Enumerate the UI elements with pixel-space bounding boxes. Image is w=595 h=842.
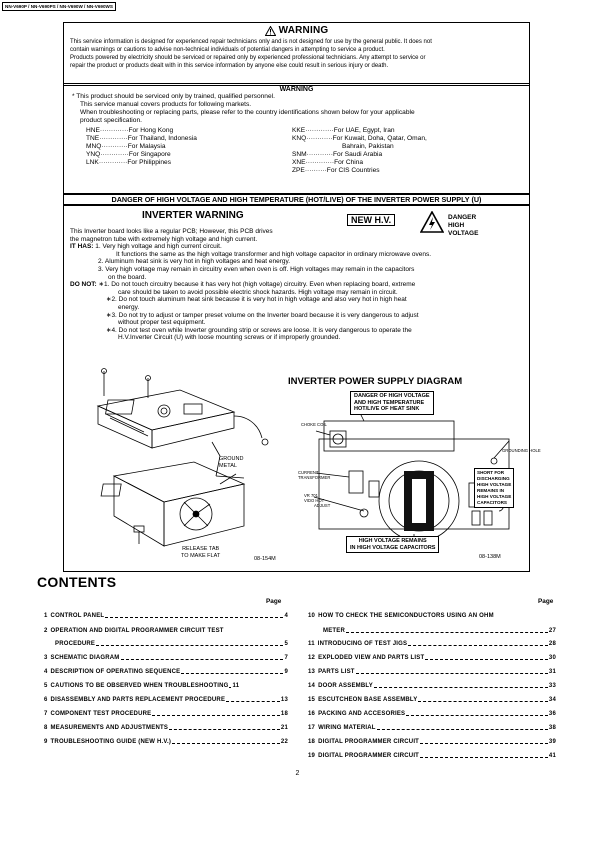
toc-item[interactable]: 9 TROUBLESHOOTING GUIDE (NEW H.V.) 22 [44, 738, 288, 745]
region-item: XNE·············For China [292, 159, 364, 166]
toc-item[interactable]: METER 27 [323, 627, 556, 634]
region-list [72, 127, 521, 189]
diagram-title: INVERTER POWER SUPPLY DIAGRAM [288, 376, 463, 387]
do-not-line: ∗3. Do not try to adjust or tamper preset volume on the Inverter board because it is very dangerous to adjust [106, 311, 419, 319]
toc-item[interactable]: 14 DOOR ASSEMBLY 33 [308, 682, 556, 689]
it-has-line: on the board. [108, 273, 147, 281]
toc-item[interactable]: 5 CAUTIONS TO BE OBSERVED WHEN TROUBLESHOOTING 11 [44, 682, 240, 689]
toc-item[interactable]: 10 HOW TO CHECK THE SEMICONDUCTORS USING AN OHM [308, 612, 494, 619]
toc-item[interactable]: 8 MEASUREMENTS AND ADJUSTMENTS 21 [44, 724, 288, 731]
warning-title: WARNING [278, 25, 329, 36]
warning-line: This service information is designed for experienced repair technicians only and is not designed for use by the general public. It does not [70, 39, 432, 45]
toc-item[interactable]: 2 OPERATION AND DIGITAL PROGRAMMER CIRCUIT TEST [44, 627, 224, 634]
warning-line: contain warnings or cautions to advise non-technical individuals of potential dangers in attempting to service a product. [70, 47, 385, 53]
toc-item[interactable]: 13 PARTS LIST 31 [308, 668, 556, 675]
market-warning-box [63, 83, 530, 195]
page-column-header: Page [266, 598, 282, 605]
do-not-line: energy. [118, 303, 140, 311]
it-has-line: 3. Very high voltage may remain in circuitry even when oven is off. High voltages may remain in the capacitors [98, 265, 415, 273]
toc-item[interactable]: 7 COMPONENT TEST PROCEDURE 18 [44, 710, 288, 717]
toc-item[interactable]: 3 SCHEMATIC DIAGRAM 7 [44, 654, 288, 661]
warning-line: product specification. [80, 117, 142, 124]
ground-metal-label: GROUND METAL [219, 456, 244, 469]
region-item: LNK·············For Philippines [86, 159, 171, 166]
inverter-assembly-figure [84, 366, 284, 566]
it-has-label: IT HAS: [70, 243, 94, 251]
model-tag: NN-V690P / NN-V690PS / NN-V690W / NN-V690WS [2, 2, 116, 11]
service-warning-box [63, 22, 530, 86]
figure-number: 08-138M [479, 554, 501, 560]
vr-adjust-label: VR 701 VIDO HOT ADJUST [304, 493, 331, 508]
new-hv-badge: NEW H.V. [347, 214, 395, 226]
do-not-line: DO NOT: ∗1. Do not touch circuitry because it has very hot (high voltage) circuitry. Even when replacing board, extreme [70, 281, 416, 289]
warning-heading [70, 25, 523, 36]
warning-line: This service manual covers products for following markets. [80, 101, 252, 108]
figure-number: 08-154M [254, 556, 276, 562]
do-not-line: ∗2. Do not touch aluminum heat sink because it is very hot in high voltage and also very hot in high heat [106, 296, 407, 304]
do-not-label: DO NOT: [70, 281, 97, 289]
region-item: TNE·············For Thailand, Indonesia [86, 135, 197, 142]
region-item: MNQ············For Malaysia [86, 143, 166, 150]
region-item: Bahrain, Pakistan [342, 143, 394, 150]
toc-item[interactable]: PROCEDURE 5 [55, 640, 288, 647]
toc-item[interactable]: 17 WIRING MATERIAL 38 [308, 724, 556, 731]
release-tab-label: RELEASE TAB TO MAKE FLAT [181, 546, 221, 559]
grounding-hole-label: GROUNDING HOLE [502, 448, 541, 453]
warning-line: Products powered by electricity should be serviced or repaired only by experienced professional technicians. Any attempt to service or [70, 55, 426, 61]
do-not-line: without proper test equipment. [118, 319, 206, 327]
current-transformer-label: CURRENT TRANSFORMER [298, 470, 331, 480]
do-not-line: care should be taken to avoid possible electric shock hazards. High voltage may remain in circuit. [118, 288, 398, 296]
intro-line: the magnetron tube with extremely high voltage and high current. [70, 235, 258, 243]
region-item: SNM············For Saudi Arabia [292, 151, 383, 158]
warning-line: * This product should be serviced only by trained, qualified personnel. [72, 93, 275, 100]
it-has-line: It functions the same as the high voltage transformer and high voltage capacitor in ordinary microwave ovens. [116, 250, 432, 258]
toc-item[interactable]: 1 CONTROL PANEL 4 [44, 612, 288, 619]
do-not-line: ∗4. Do not test oven while Inverter grounding strip or screws are loose. It is very dangerous to operate the [106, 326, 412, 334]
contents-title: CONTENTS [37, 574, 117, 590]
toc-item[interactable]: 12 EXPLODED VIEW AND PARTS LIST 30 [308, 654, 556, 661]
inverter-warning-text [70, 228, 525, 342]
page-number: 2 [295, 770, 300, 777]
toc-item[interactable]: 15 ESCUTCHEON BASE ASSEMBLY 34 [308, 696, 556, 703]
hv-label-line: VOLTAGE [448, 230, 479, 237]
discharge-warning-box: SHORT FOR DISCHARGING HIGH VOLTAGE REMAINS IN HIGH VOLTAGE CAPACITORS [474, 468, 514, 508]
hv-label-line: DANGER [448, 214, 477, 221]
do-not-line: H.V.Inverter Circuit (U) with loose mounting screws or if improperly grounded. [118, 334, 341, 342]
region-item: HNE·············For Hong Kong [86, 127, 174, 134]
toc-item[interactable]: 4 DESCRIPTION OF OPERATING SEQUENCE 9 [44, 668, 288, 675]
inverter-warning-title: INVERTER WARNING [142, 210, 244, 221]
region-item: ZPE··········For CIS Countries [292, 167, 380, 174]
market-warning-text [72, 93, 521, 125]
heat-sink-warning-box: DANGER OF HIGH VOLTAGE AND HIGH TEMPERATURE HOT/LIVE OF HEAT SINK [350, 391, 434, 415]
region-item: KKE·············For UAE, Egypt, Iran [292, 127, 395, 134]
warning-text [70, 38, 523, 70]
toc-item[interactable]: 16 PACKING AND ACCESORIES 36 [308, 710, 556, 717]
inverter-warning-section [63, 205, 541, 572]
hv-label-line: HIGH [448, 222, 465, 229]
region-item: KNQ············For Kuwait, Doha, Qatar, Oman, [292, 135, 427, 142]
choke-coil-label: CHOKE COIL [301, 422, 327, 427]
region-item: YNQ·············For Singapore [86, 151, 171, 158]
intro-line: This Inverter board looks like a regular PCB; However, this PCB drives [70, 228, 273, 235]
toc-item[interactable]: 6 DISASSEMBLY AND PARTS REPLACEMENT PROCEDURE 13 [44, 696, 288, 703]
it-has-line: IT HAS: 1. Very high voltage and high current circuit. [70, 243, 222, 251]
danger-heading: DANGER OF HIGH VOLTAGE AND HIGH TEMPERATURE (HOT/LIVE) OF THE INVERTER POWER SUPPLY (U) [63, 193, 530, 205]
warning-line: repair the product or products dealt with in this service information by anyone else could result in serious injury or death. [70, 63, 389, 69]
warning-triangle-icon [265, 26, 276, 36]
warning-line: When troubleshooting or replacing parts, please refer to the country identifications shown below for your applicable [80, 109, 415, 116]
capacitor-warning-box: HIGH VOLTAGE REMAINS IN HIGH VOLTAGE CAPACITORS [346, 536, 439, 553]
toc-item[interactable]: 11 INTRODUCING OF TEST JIGS 28 [308, 640, 556, 647]
toc-item[interactable]: 18 DIGITAL PROGRAMMER CIRCUIT 39 [308, 738, 556, 745]
market-warning-title: WARNING [279, 86, 314, 93]
toc-item[interactable]: 19 DIGITAL PROGRAMMER CIRCUIT 41 [308, 752, 556, 759]
page-column-header: Page [538, 598, 554, 605]
it-has-line: 2. Aluminum heat sink is very hot in high voltages and heat energy. [98, 258, 291, 266]
